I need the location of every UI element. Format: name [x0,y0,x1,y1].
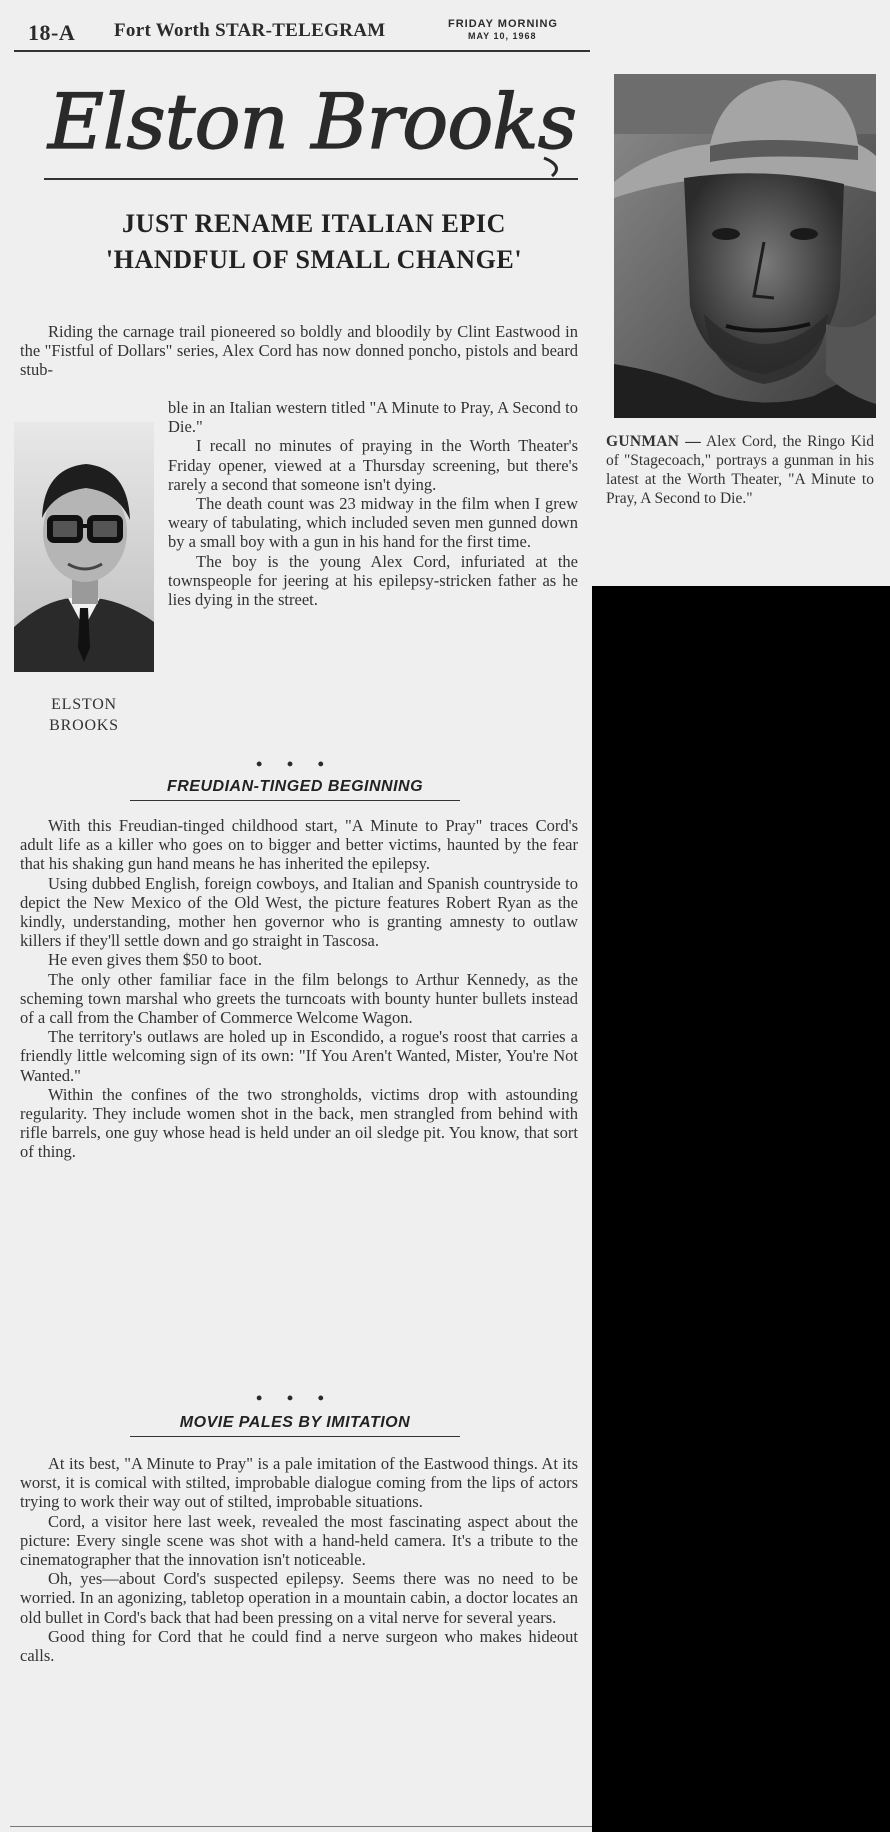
masthead [14,14,590,52]
paragraph-13: Oh, yes—about Cord's suspected epilepsy. Seems there was no need to be worried. In an agonizing, tabletop operation in a mountain cabin, a doctor locates an old bullet in Cord's back that had been pressing on a vital nerve for several years. [20,1569,578,1627]
page-number: 18-A [28,20,76,45]
paragraph-10: Within the confines of the two strongholds, victims drop with astounding regularity. They include women shot in the back, men strangled from behind with rifle barrels, one guy whose head is held under an oil sledge pit. You know, that sort of thing. [20,1084,578,1162]
paragraph-5: With this Freudian-tinged childhood start, "A Minute to Pray" traces Cord's adult life as a killer who goes on to bigger and better victims, haunted by the fear that his shaking gun hand means he has inherited the epilepsy. [20,816,578,874]
paragraph-2: I recall no minutes of praying in the Worth Theater's Friday opener, viewed at a Thursday screening, but there's rarely a second that someone isn't dying. [168,436,578,494]
edition-info [448,18,558,42]
article-lead [20,322,578,380]
subhead-freudian: FREUDIAN-TINGED BEGINNING [130,778,460,801]
paragraph-6: Using dubbed English, foreign cowboys, and Italian and Spanish countryside to depict the New Mexico of the Old West, the picture features Robert Ryan as the kindly, understanding, mother hen governor who is granting amnesty to outlaw killers if they'll settle down and go straight in Tascosa. [20,873,578,951]
subhead-movie-pales: MOVIE PALES BY IMITATION [130,1414,460,1437]
caption-text: Alex Cord, the Ringo Kid of "Stagecoach," portrays a gunman in his latest at the Worth Theater, "A Minute to Pray, A Second to Die." [606,433,874,507]
article-section-3 [20,1454,578,1665]
columnist-photo [14,422,154,672]
paragraph-9: The territory's outlaws are holed up in Escondido, a rogue's roost that carries a friendly little welcoming sign of its own: "If You Aren't Wanted, Mister, You're Not Wanted." [20,1027,578,1085]
paragraph-7: He even gives them $50 to boot. [48,950,263,970]
paragraph-11: At its best, "A Minute to Pray" is a pale imitation of the Eastwood things. At its worst, it is comical with stilted, improbable dialogue coming from the lips of actors trying to work their way out of stilted, improbable situations. [20,1454,578,1512]
mug-caption-line-1: ELSTON [51,696,117,713]
gunman-photo-caption [606,432,874,508]
article-section-2 [20,816,578,1162]
columnist-photo-caption [18,694,150,736]
edition-date: MAY 10, 1968 [468,31,537,41]
paragraph-lead-cont: ble in an Italian western titled "A Minute to Pray, A Second to Die." [168,398,578,437]
columnist-logo-text: Elston Brooks [45,77,576,166]
gunman-photo [614,74,876,418]
logo-rule [44,178,578,180]
paragraph-14: Good thing for Cord that he could find a nerve surgeon who makes hideout calls. [20,1626,578,1666]
paragraph-lead: Riding the carnage trail pioneered so boldly and bloodily by Clint Eastwood in the "Fistful of Dollars" series, Alex Cord has now donned poncho, pistols and beard stub- [20,322,578,380]
paragraph-3: The death count was 23 midway in the film when I grew weary of tabulating, which included seven men gunned down by a small boy with a gun in his hand for the first time. [168,494,578,552]
columnist-logo-svg [44,62,584,180]
bottom-rule [10,1826,592,1827]
paper-name: Fort Worth STAR-TELEGRAM [114,20,386,41]
section-divider-1: • • • [256,754,334,774]
headline [44,206,584,278]
article-narrow-column [168,398,578,609]
caption-lead: GUNMAN — [606,433,702,450]
paragraph-4: The boy is the young Alex Cord, infuriated at the townspeople for jeering at his epilepsy-stricken father as he lies dying in the street. [168,551,578,610]
mug-caption-line-2: BROOKS [49,717,119,734]
paragraph-12: Cord, a visitor here last week, revealed the most fascinating aspect about the picture: Every single scene was shot with a hand-held camera. It's a tribute to the cinematographer that the innovation isn't noticeable. [20,1511,578,1570]
paragraph-8: The only other familiar face in the film belongs to Arthur Kennedy, as the scheming town marshal who greets the turncoats with bounty hunter bullets instead of a call from the Chamber of Commerce Welcome Wagon. [20,969,578,1028]
edition-label: FRIDAY MORNING [448,18,558,30]
columnist-logo [44,62,584,180]
headline-line-2: 'HANDFUL OF SMALL CHANGE' [105,245,523,274]
section-divider-2: • • • [256,1388,334,1408]
headline-line-1: JUST RENAME ITALIAN EPIC [122,209,506,238]
